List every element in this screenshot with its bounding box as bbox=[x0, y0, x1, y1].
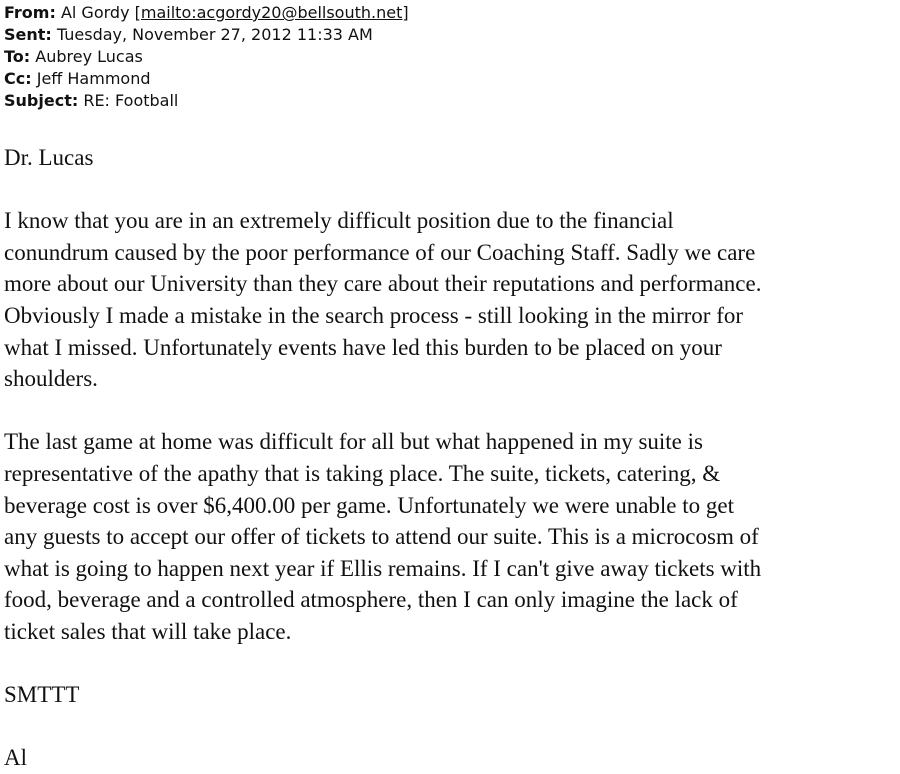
cc-label: Cc: bbox=[4, 69, 32, 88]
paragraph-gap bbox=[4, 395, 896, 427]
sent-row bbox=[4, 24, 409, 46]
from-mailto-link[interactable]: [mailto:acgordy20@bellsouth.net] bbox=[134, 3, 409, 22]
paragraph-1-line: more about our University than they care about their reputations and performance. bbox=[4, 271, 762, 297]
cc-value: Jeff Hammond bbox=[36, 69, 151, 88]
paragraph-2-line: food, beverage and a controlled atmosphere, then I can only imagine the lack of bbox=[4, 587, 738, 613]
to-label: To: bbox=[4, 47, 31, 66]
paragraph-1-line: I know that you are in an extremely difficult position due to the financial bbox=[4, 208, 674, 234]
paragraph-1-line: what I missed. Unfortunately events have led this burden to be placed on your bbox=[4, 334, 722, 360]
paragraph-gap bbox=[4, 648, 896, 680]
paragraph-2-line: what is going to happen next year if Ellis remains. If I can't give away tickets with bbox=[4, 555, 762, 581]
email-body bbox=[4, 142, 896, 774]
sent-value: Tuesday, November 27, 2012 11:33 AM bbox=[56, 25, 373, 44]
paragraph-2-line: ticket sales that will take place. bbox=[4, 618, 292, 644]
greeting bbox=[4, 142, 896, 174]
signature bbox=[4, 742, 896, 774]
subject-value: RE: Football bbox=[83, 91, 179, 110]
to-value: Aubrey Lucas bbox=[35, 47, 143, 66]
signature-line: Al bbox=[4, 745, 27, 771]
paragraph-2-line: any guests to accept our offer of tickets to attend our suite. This is a microcosm of bbox=[4, 524, 759, 550]
paragraph-1-line: Obviously I made a mistake in the search process - still looking in the mirror for bbox=[4, 302, 744, 328]
closing bbox=[4, 679, 896, 711]
paragraph-gap bbox=[4, 174, 896, 206]
paragraph-2-line: The last game at home was difficult for all but what happened in my suite is bbox=[4, 429, 703, 455]
sent-label: Sent: bbox=[4, 25, 52, 44]
greeting-line: Dr. Lucas bbox=[4, 145, 94, 170]
from-name: Al Gordy bbox=[60, 3, 130, 22]
paragraph-2 bbox=[4, 426, 896, 647]
paragraph-1-line: shoulders. bbox=[4, 366, 98, 392]
paragraph-1 bbox=[4, 205, 896, 395]
email-header bbox=[4, 2, 409, 112]
cc-row bbox=[4, 68, 409, 90]
from-row bbox=[4, 2, 409, 24]
subject-label: Subject: bbox=[4, 91, 79, 110]
paragraph-2-line: beverage cost is over $6,400.00 per game. Unfortunately we were unable to get bbox=[4, 492, 734, 518]
paragraph-1-line: conundrum caused by the poor performance of our Coaching Staff. Sadly we care bbox=[4, 239, 756, 265]
paragraph-2-line: representative of the apathy that is taking place. The suite, tickets, catering, & bbox=[4, 460, 721, 486]
subject-row bbox=[4, 90, 409, 112]
to-row bbox=[4, 46, 409, 68]
from-label: From: bbox=[4, 3, 56, 22]
closing-line: SMTTT bbox=[4, 682, 80, 708]
paragraph-gap bbox=[4, 711, 896, 743]
